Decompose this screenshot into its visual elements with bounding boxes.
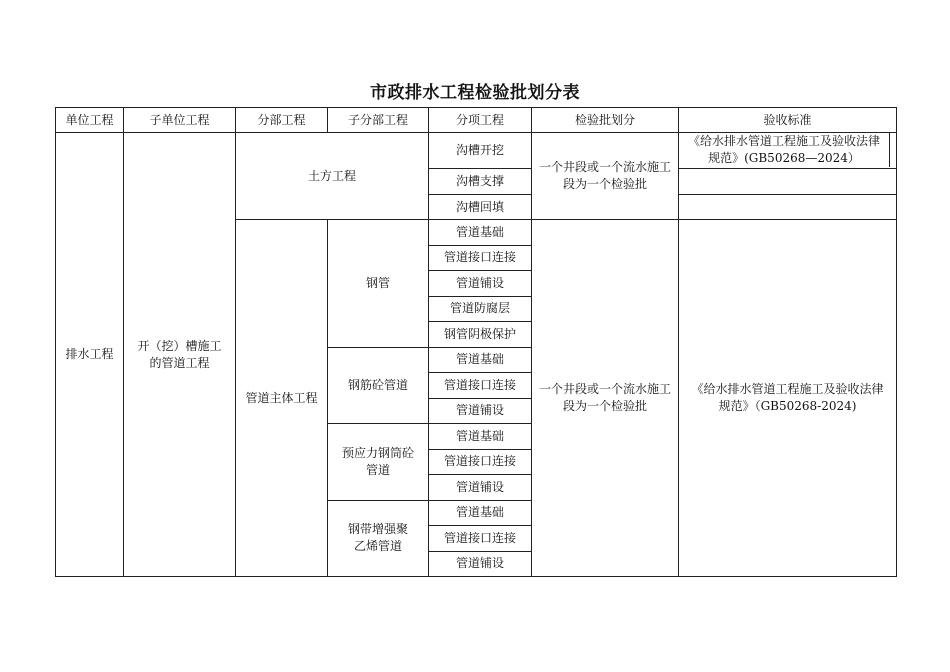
- item-cell: 管道接口连接: [429, 449, 532, 475]
- division-earthwork: 土方工程: [236, 133, 429, 220]
- standard-text: 《给水排水管道工程施工及验收法律规范》(GB50268—2024）: [687, 134, 880, 165]
- batch-cell-pipeline: 一个井段或一个流水施工段为一个检验批: [532, 220, 679, 577]
- unit-project-cell: 排水工程: [56, 133, 124, 577]
- item-cell: 管道基础: [429, 424, 532, 450]
- standard-empty-cell: [679, 169, 897, 195]
- header-sub-division-project: 子分部工程: [328, 108, 429, 133]
- header-unit-project: 单位工程: [56, 108, 124, 133]
- page-title: 市政排水工程检验批划分表: [370, 83, 580, 103]
- item-cell: 管道防腐层: [429, 296, 532, 322]
- item-cell: 管道基础: [429, 500, 532, 526]
- item-cell: 管道基础: [429, 347, 532, 373]
- header-division-project: 分部工程: [236, 108, 328, 133]
- header-batch-division: 检验批划分: [532, 108, 679, 133]
- item-cell: 管道铺设: [429, 271, 532, 297]
- standard-empty-cell: [679, 195, 897, 220]
- subdivision-pccp-pipe: 预应力钢筒砼管道: [328, 424, 429, 501]
- item-cell: 管道接口连接: [429, 245, 532, 271]
- batch-cell-earthwork: 一个井段或一个流水施工段为一个检验批: [532, 133, 679, 220]
- subdivision-steel-belt-pe-pipe: 钢带增强聚乙烯管道: [328, 500, 429, 577]
- item-cell: 沟槽支撑: [429, 169, 532, 195]
- subdivision-steel-pipe: 钢管: [328, 220, 429, 348]
- item-cell: 管道铺设: [429, 475, 532, 501]
- standard-cell-pipeline: 《给水排水管道工程施工及验收法律规范》（GB50268-2024): [679, 220, 897, 577]
- subdivision-rc-pipe: 钢筋砼管道: [328, 347, 429, 424]
- item-cell: 管道接口连接: [429, 526, 532, 552]
- item-cell: 钢管阴极保护: [429, 322, 532, 348]
- item-cell: 管道接口连接: [429, 373, 532, 399]
- item-cell: 管道铺设: [429, 551, 532, 577]
- item-cell: 管道基础: [429, 220, 532, 246]
- standard-cell-earthwork: [679, 133, 897, 169]
- header-item-project: 分项工程: [429, 108, 532, 133]
- division-pipeline-main: 管道主体工程: [236, 220, 328, 577]
- table-row: [56, 133, 897, 169]
- item-cell: 沟槽回填: [429, 195, 532, 220]
- item-cell: 沟槽开挖: [429, 133, 532, 169]
- item-cell: 管道铺设: [429, 398, 532, 424]
- sub-unit-project-cell: 开（挖）槽施工的管道工程: [124, 133, 236, 577]
- header-sub-unit-project: 子单位工程: [124, 108, 236, 133]
- inspection-batch-table: [55, 107, 897, 577]
- header-acceptance-standard: 验收标准: [679, 108, 897, 133]
- header-row: [56, 108, 897, 133]
